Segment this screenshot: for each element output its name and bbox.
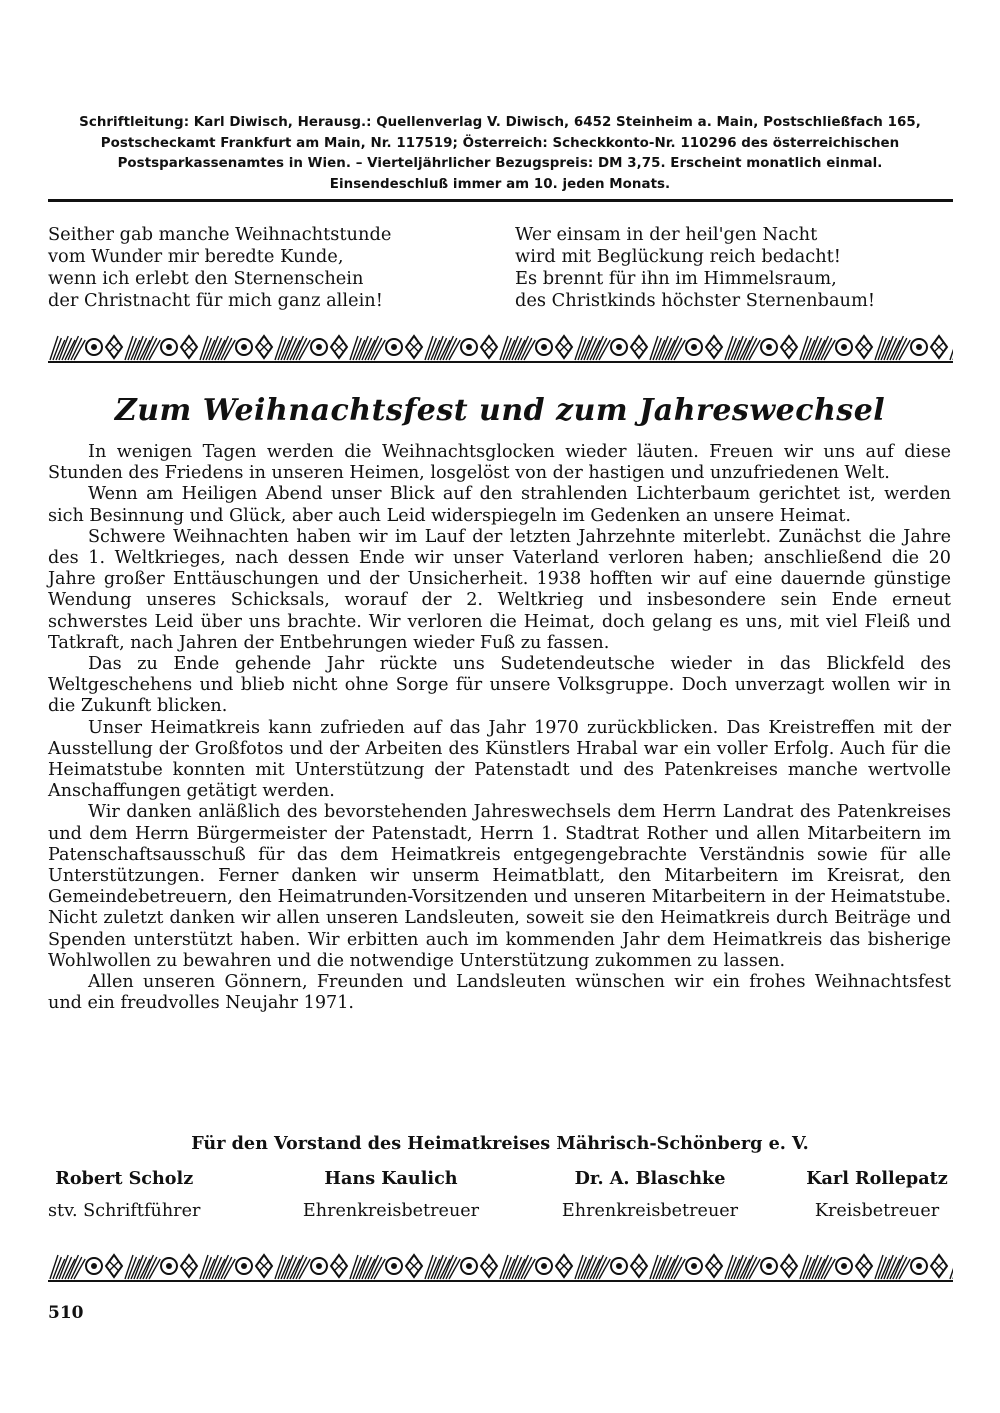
signatory-role: Ehrenkreisbetreuer [302,1201,480,1221]
article-paragraph: Allen unseren Gönnern, Freunden und Landsleuten wünschen wir ein frohes Weihnachtsfest und ein freudvolles Neujahr 1971. [48,972,951,1014]
ornament-cross [560,1262,568,1270]
ornament-cross [710,343,718,351]
signatory-name: Dr. A. Blaschke [574,1168,726,1189]
ornament-dot [616,344,622,350]
ornament-dot [166,344,172,350]
ornament-cross [860,1262,868,1270]
ornament-cross [260,1262,268,1270]
ornament-cross [635,343,643,351]
ornament-cross [410,1262,418,1270]
verse-line: vom Wunder mir beredte Kunde, [48,246,344,267]
signatory [802,1163,952,1227]
article-paragraph: Unser Heimatkreis kann zufrieden auf das Jahr 1970 zurückblicken. Das Kreistreffen mit der Ausstellung der Großfotos und der Arbeiten des Künstlers Hrabal war ein voller Erfolg. Auch für die Heimatstube konnten mit Unterstützung der Patenstadt und des Patenkreises manche wertvolle Anschaffungen getätigt werden. [48,717,951,802]
verse-line: der Christnacht für mich ganz allein! [48,290,383,311]
ornament-dot [841,344,847,350]
closing-line: Für den Vorstand des Heimatkreises Mährisch-Schönberg e. V. [191,1133,809,1154]
signatory-name: Hans Kaulich [324,1168,458,1189]
article-paragraph: In wenigen Tagen werden die Weihnachtsglocken wieder läuten. Freuen wir uns auf diese Stunden des Friedens in unseren Heimen, losgelöst von der hastigen und unzufriedenen Welt. [48,442,951,484]
masthead-line: Postscheckamt Frankfurt am Main, Nr. 117519; Österreich: Scheckkonto-Nr. 110296 des österreichischen [100,135,900,151]
page-number: 510 [48,1303,84,1323]
masthead-line: Schriftleitung: Karl Diwisch, Herausg.: Quellenverlag V. Diwisch, 6452 Steinheim a. Main, Postschließfach 165, [79,115,921,130]
ornament-dot [916,344,922,350]
ornament-cross [185,343,193,351]
ornament-dot [91,1263,97,1269]
ornament-cross [110,343,118,351]
ornament-dot [541,1263,547,1269]
ornament-border-bottom [48,1249,953,1283]
ornament-cross [785,1262,793,1270]
masthead-line: Einsendeschluß immer am 10. jeden Monats. [329,176,671,192]
verse-right [515,224,875,312]
ornament-cross [710,1262,718,1270]
ornament-cross [335,343,343,351]
ornament-dot [391,344,397,350]
verse-line: wenn ich erlebt den Sternenschein [48,268,364,289]
ornament-dot [841,1263,847,1269]
article-title: Zum Weihnachtsfest und zum Jahreswechsel [114,393,886,428]
ornament-dot [616,1263,622,1269]
ornament-dot [91,344,97,350]
verse-line: Es brennt für ihn im Himmelsraum, [515,268,837,289]
ornament-dot [691,1263,697,1269]
article-paragraph: Wenn am Heiligen Abend unser Blick auf den strahlenden Lichterbaum gerichtet ist, werden sich Besinnung und Glück, aber auch Leid widerspiegeln im Gedenken an unsere Heimat. [48,484,951,526]
ornament-cross [485,1262,493,1270]
ornament-dot [466,1263,472,1269]
ornament-dot [241,344,247,350]
signatory-role: stv. Schriftführer [48,1201,201,1221]
ornament-cross [110,1262,118,1270]
ornament-stroke [950,1255,953,1279]
ornament-stroke [950,336,953,360]
ornament-cross [860,343,868,351]
ornament-cross [935,343,943,351]
ornament-cross [560,343,568,351]
article-body [48,442,951,1014]
signatory-role: Ehrenkreisbetreuer [561,1201,739,1221]
ornament-border-top [48,330,953,364]
ornament-dot [391,1263,397,1269]
ornament-cross [335,1262,343,1270]
ornament-dot [316,1263,322,1269]
ornament-band [48,1249,953,1283]
verse-line: des Christkinds höchster Sternenbaum! [515,290,876,311]
signatory-role: Kreisbetreuer [814,1201,940,1221]
ornament-band [48,330,953,364]
ornament-dot [766,344,772,350]
verse-left [48,224,391,312]
verse-line: Wer einsam in der heil'gen Nacht [515,224,818,245]
ornament-cross [410,343,418,351]
ornament-cross [635,1262,643,1270]
verse-line: Seither gab manche Weihnachtstunde [48,224,392,245]
ornament-dot [166,1263,172,1269]
verse-line: wird mit Beglückung reich bedacht! [515,246,841,267]
masthead-rule [48,199,953,202]
signatory [48,1163,200,1227]
masthead-line: Postsparkassenamtes in Wien. – Vierteljährlicher Bezugspreis: DM 3,75. Erscheint monatlich einmal. [117,156,883,171]
article-paragraph: Schwere Weihnachten haben wir im Lauf der letzten Jahrzehnte miterlebt. Zunächst die Jahre des 1. Weltkrieges, nach dessen Ende wir unser Vaterland verloren haben; anschließend die 20 Jahre großer Enttäuschungen und der Unsicherheit. 1938 hofften wir auf eine dauernde günstige Wendung unseres Schicksals, worauf der 2. Weltkrieg und insbesondere sein Ende erneut schwerstes Leid über uns brachte. Wir verloren die Heimat, doch gelang es uns, mit viel Fleiß und Tatkraft, nach Jahren der Entbehrungen wieder Fuß zu fassen. [48,526,951,653]
article-paragraph: Das zu Ende gehende Jahr rückte uns Sudetendeutsche wieder in das Blickfeld des Weltgeschehens und blieb nicht ohne Sorge für unsere Volksgruppe. Doch unverzagt wollen wir in die Zukunft blicken. [48,654,951,717]
signatory [552,1163,748,1227]
masthead [50,113,950,195]
ornament-cross [485,343,493,351]
signatory-name: Robert Scholz [55,1168,194,1189]
ornament-cross [935,1262,943,1270]
ornament-dot [241,1263,247,1269]
ornament-cross [260,343,268,351]
ornament-dot [766,1263,772,1269]
ornament-dot [466,344,472,350]
article-paragraph: Wir danken anläßlich des bevorstehenden Jahreswechsels dem Herrn Landrat des Patenkreises und dem Herrn Bürgermeister der Patenstadt, Herrn 1. Stadtrat Rother und allen Mitarbeitern im Patenschaftsausschuß für das dem Heimatkreis entgegengebrachte Verständnis sowie für alle Unterstützungen. Ferner danken wir unserm Heimatblatt, den Mitarbeitern im Kreisrat, den Gemeindebetreuern, den Heimatrunden-Vorsitzenden und unseren Mitarbeitern in der Heimatstube. Nicht zuletzt danken wir allen unseren Landsleuten, soweit sie den Heimatkreis durch Beiträge und Spenden unterstützt haben. Wir erbitten auch im kommenden Jahr dem Heimatkreis das bisherige Wohlwollen zu bewahren und die notwendige Unterstützung zukommen zu lassen. [48,802,951,971]
ornament-dot [541,344,547,350]
ornament-dot [691,344,697,350]
signatory-name: Karl Rollepatz [806,1168,948,1189]
signatory [293,1163,489,1227]
ornament-cross [185,1262,193,1270]
ornament-dot [916,1263,922,1269]
ornament-cross [785,343,793,351]
ornament-dot [316,344,322,350]
